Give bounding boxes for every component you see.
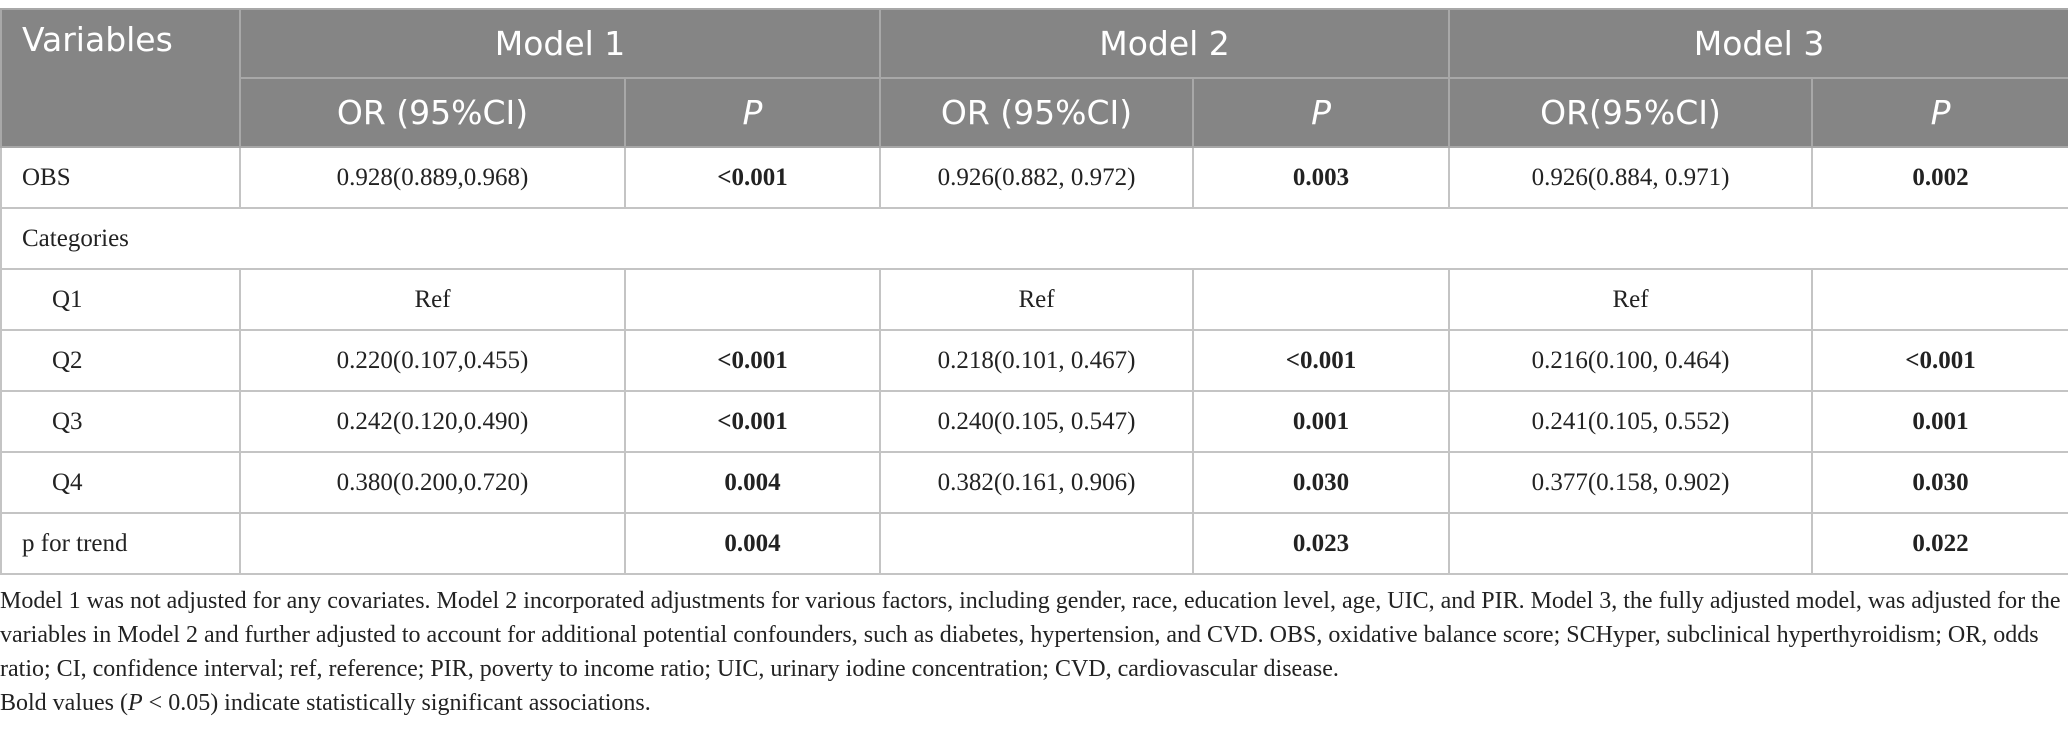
header-or-model-1: OR (95%CI) (240, 78, 625, 147)
table-row-trend (1, 513, 2068, 574)
table-row-categories (1, 208, 2068, 269)
footnote-bold-suffix: < 0.05) indicate statistically significant associations. (142, 690, 651, 716)
or-model-2: 0.382(0.161, 0.906) (880, 452, 1193, 513)
table-body (1, 147, 2068, 574)
table-header (1, 9, 2068, 147)
table-row-q4 (1, 452, 2068, 513)
p-model-3: 0.022 (1812, 513, 2068, 574)
header-row-subcolumns (1, 78, 2068, 147)
header-model-2: Model 2 (880, 9, 1449, 78)
footnote-text: Model 1 was not adjusted for any covariates. Model 2 incorporated adjustments for various factors, including gender, race, education level, age, UIC, and PIR. Model 3, the fully adjusted model, was adjusted for the variables in Model 2 and further adjusted to account for additional potential confounders, such as diabetes, hypertension, and CVD. OBS, oxidative balance score; SCHyper, subclinical hyperthyroidism; OR, odds ratio; CI, confidence interval; ref, reference; PIR, poverty to income ratio; UIC, urinary iodine concentration; CVD, cardiovascular disease. (0, 588, 2061, 682)
table-row-q1 (1, 269, 2068, 330)
or-model-3: 0.216(0.100, 0.464) (1449, 330, 1812, 391)
p-model-2: 0.003 (1193, 147, 1449, 208)
p-model-2: 0.030 (1193, 452, 1449, 513)
header-p-model-1: P (625, 78, 880, 147)
or-model-3: Ref (1449, 269, 1812, 330)
p-model-3: 0.001 (1812, 391, 2068, 452)
or-model-1: Ref (240, 269, 625, 330)
table-row-q3 (1, 391, 2068, 452)
p-model-3: 0.002 (1812, 147, 2068, 208)
or-model-2: Ref (880, 269, 1193, 330)
or-model-3 (1449, 513, 1812, 574)
p-model-1: 0.004 (625, 513, 880, 574)
row-label: Q3 (1, 391, 240, 452)
p-model-1: 0.004 (625, 452, 880, 513)
p-model-2: 0.001 (1193, 391, 1449, 452)
table-footnote (0, 584, 2062, 720)
group-label: Categories (1, 208, 2068, 269)
row-label: Q4 (1, 452, 240, 513)
p-model-1: <0.001 (625, 147, 880, 208)
table-row-q2 (1, 330, 2068, 391)
header-model-1: Model 1 (240, 9, 880, 78)
or-model-3: 0.926(0.884, 0.971) (1449, 147, 1812, 208)
header-row-models (1, 9, 2068, 78)
or-model-1: 0.242(0.120,0.490) (240, 391, 625, 452)
p-model-1 (625, 269, 880, 330)
footnote-significance (0, 686, 2062, 720)
table-row-obs (1, 147, 2068, 208)
p-model-2 (1193, 269, 1449, 330)
or-model-1: 0.928(0.889,0.968) (240, 147, 625, 208)
or-model-2: 0.926(0.882, 0.972) (880, 147, 1193, 208)
row-label: Q1 (1, 269, 240, 330)
header-model-3: Model 3 (1449, 9, 2068, 78)
or-model-3: 0.377(0.158, 0.902) (1449, 452, 1812, 513)
p-model-1: <0.001 (625, 391, 880, 452)
p-model-2: 0.023 (1193, 513, 1449, 574)
p-model-3: 0.030 (1812, 452, 2068, 513)
row-label: Q2 (1, 330, 240, 391)
header-variables: Variables (1, 9, 240, 147)
or-model-1: 0.380(0.200,0.720) (240, 452, 625, 513)
header-p-model-2: P (1193, 78, 1449, 147)
footnote-p-symbol: P (127, 690, 143, 716)
results-table (0, 8, 2068, 575)
header-p-model-3: P (1812, 78, 2068, 147)
footnote-bold-prefix: Bold values ( (0, 690, 128, 716)
or-model-1 (240, 513, 625, 574)
or-model-1: 0.220(0.107,0.455) (240, 330, 625, 391)
header-or-model-2: OR (95%CI) (880, 78, 1193, 147)
p-model-2: <0.001 (1193, 330, 1449, 391)
or-model-2 (880, 513, 1193, 574)
p-model-3: <0.001 (1812, 330, 2068, 391)
or-model-3: 0.241(0.105, 0.552) (1449, 391, 1812, 452)
row-label: OBS (1, 147, 240, 208)
or-model-2: 0.218(0.101, 0.467) (880, 330, 1193, 391)
or-model-2: 0.240(0.105, 0.547) (880, 391, 1193, 452)
header-or-model-3: OR(95%CI) (1449, 78, 1812, 147)
row-label: p for trend (1, 513, 240, 574)
p-model-1: <0.001 (625, 330, 880, 391)
p-model-3 (1812, 269, 2068, 330)
